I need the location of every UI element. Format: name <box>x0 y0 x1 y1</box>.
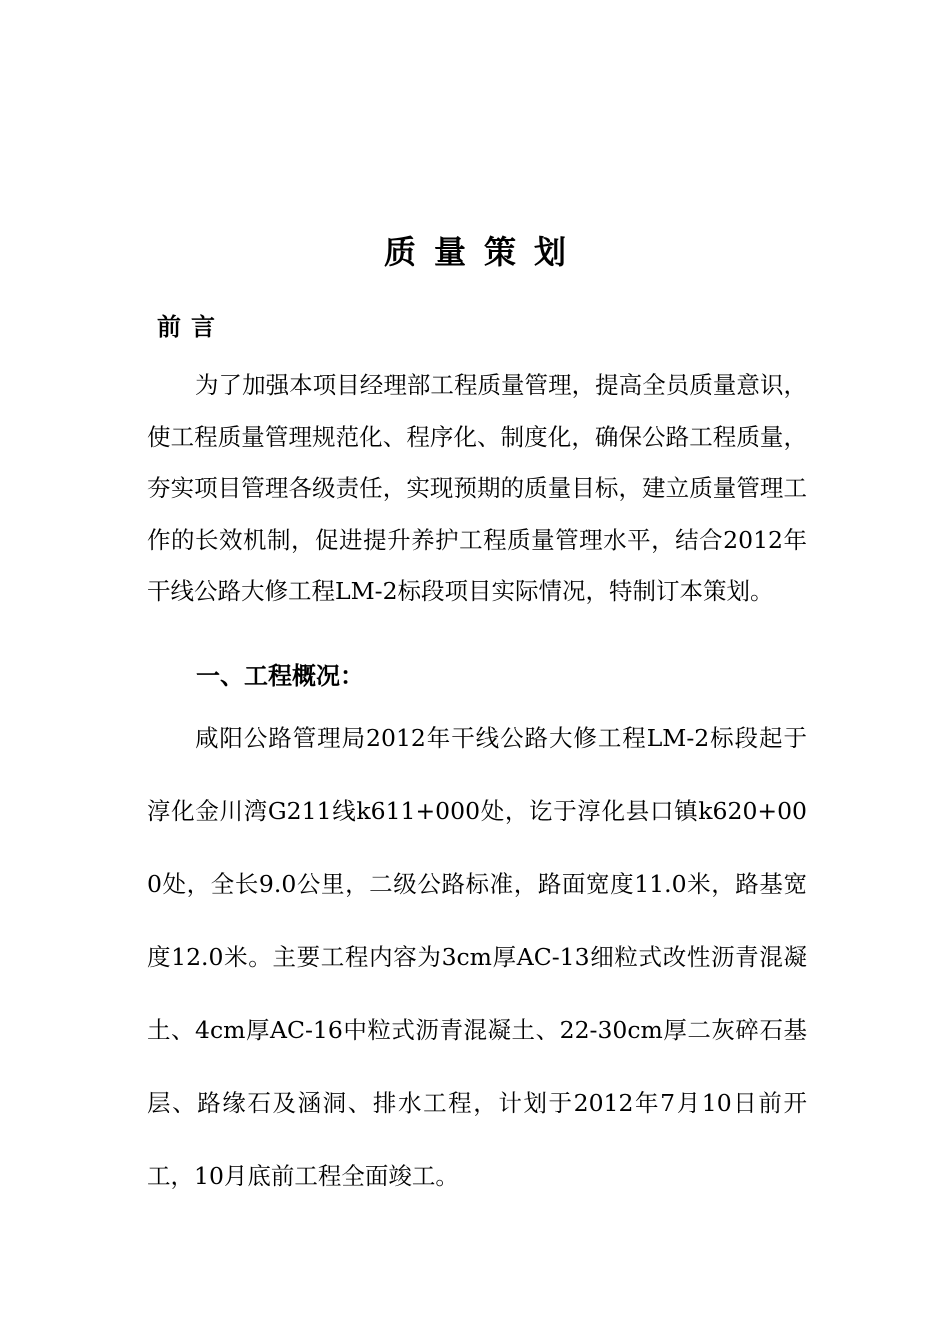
document-title: 质量策划 <box>383 233 584 271</box>
section-heading-project-overview: 一、工程概况： <box>196 662 364 690</box>
project-overview-paragraph: 咸阳公路管理局2012年干线公路大修工程LM-2标段起于淳化金川湾G211线k611+000处，讫于淳化县口镇k620+000处，全长9.0公里，二级公路标准，路面宽度11.0米，路基宽度12.0米。主要工程内容为3cm厚AC-13细粒式改性沥青混凝土、4cm厚AC-16中粒式沥青混凝土、22-30cm厚二灰碎石基层、路缘石及涵洞、排水工程，计划于2012年7月10日前开工，10月底前工程全面竣工。 <box>147 724 807 1190</box>
preface-paragraph: 为了加强本项目经理部工程质量管理，提高全员质量意识，使工程质量管理规范化、程序化、制度化，确保公路工程质量，夯实项目管理各级责任，实现预期的质量目标，建立质量管理工作的长效机制，促进提升养护工程质量管理水平，结合2012年干线公路大修工程LM-2标段项目实际情况，特制订本策划。 <box>147 371 807 605</box>
preface-heading: 前言 <box>157 313 225 341</box>
